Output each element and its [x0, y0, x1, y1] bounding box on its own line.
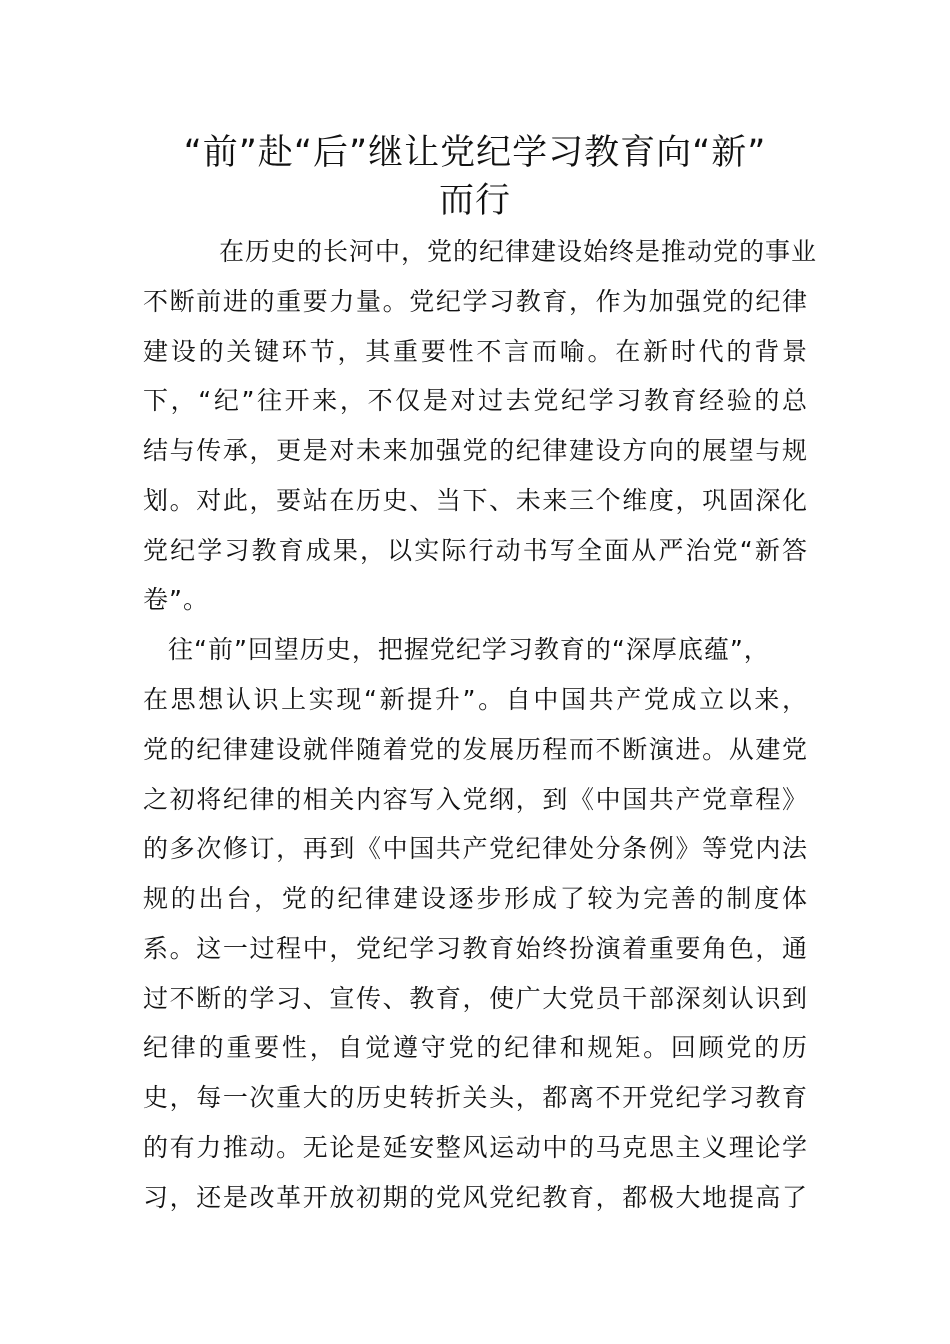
- paragraph-line: 在思想认识上实现“新提升”。自中国共产党成立以来，: [143, 685, 808, 714]
- paragraph-line: 习，还是改革开放初期的党风党纪教育，都极大地提高了: [143, 1183, 808, 1212]
- paragraph-line: 过不断的学习、宣传、教育，使广大党员干部深刻认识到: [143, 984, 808, 1013]
- paragraph-line: 在历史的长河中，党的纪律建设始终是推动党的事业: [219, 237, 818, 266]
- paragraph-line: 结与传承，更是对未来加强党的纪律建设方向的展望与规: [143, 436, 808, 465]
- paragraph-line: 的有力推动。无论是延安整风运动中的马克思主义理论学: [143, 1133, 808, 1162]
- paragraph-line: 划。对此，要站在历史、当下、未来三个维度，巩固深化: [143, 486, 808, 515]
- paragraph-line: 的多次修订，再到《中国共产党纪律处分条例》等党内法: [143, 834, 808, 863]
- paragraph-line: 党的纪律建设就伴随着党的发展历程而不断演进。从建党: [143, 735, 808, 764]
- document-title-line-2: 而行: [438, 181, 511, 221]
- paragraph-line: 之初将纪律的相关内容写入党纲，到《中国共产党章程》: [143, 785, 808, 814]
- paragraph-line: 下，“纪”往开来，不仅是对过去党纪学习教育经验的总: [143, 386, 808, 415]
- paragraph-line: 纪律的重要性，自觉遵守党的纪律和规矩。回顾党的历: [143, 1033, 808, 1062]
- paragraph-line: 史，每一次重大的历史转折关头，都离不开党纪学习教育: [143, 1083, 808, 1112]
- paragraph-line: 不断前进的重要力量。党纪学习教育，作为加强党的纪律: [143, 287, 808, 316]
- paragraph-line: 往“前”回望历史，把握党纪学习教育的“深厚底蕴”，: [168, 635, 770, 664]
- paragraph-line: 卷”。: [143, 585, 209, 614]
- paragraph-line: 规的出台，党的纪律建设逐步形成了较为完善的制度体: [143, 884, 808, 913]
- paragraph-line: 党纪学习教育成果，以实际行动书写全面从严治党“新答: [143, 536, 808, 565]
- paragraph-line: 建设的关键环节，其重要性不言而喻。在新时代的背景: [143, 337, 808, 366]
- paragraph-line: 系。这一过程中，党纪学习教育始终扮演着重要角色，通: [143, 934, 808, 963]
- document-title-line-1: “前”赴“后”继让党纪学习教育向“新”: [183, 133, 767, 173]
